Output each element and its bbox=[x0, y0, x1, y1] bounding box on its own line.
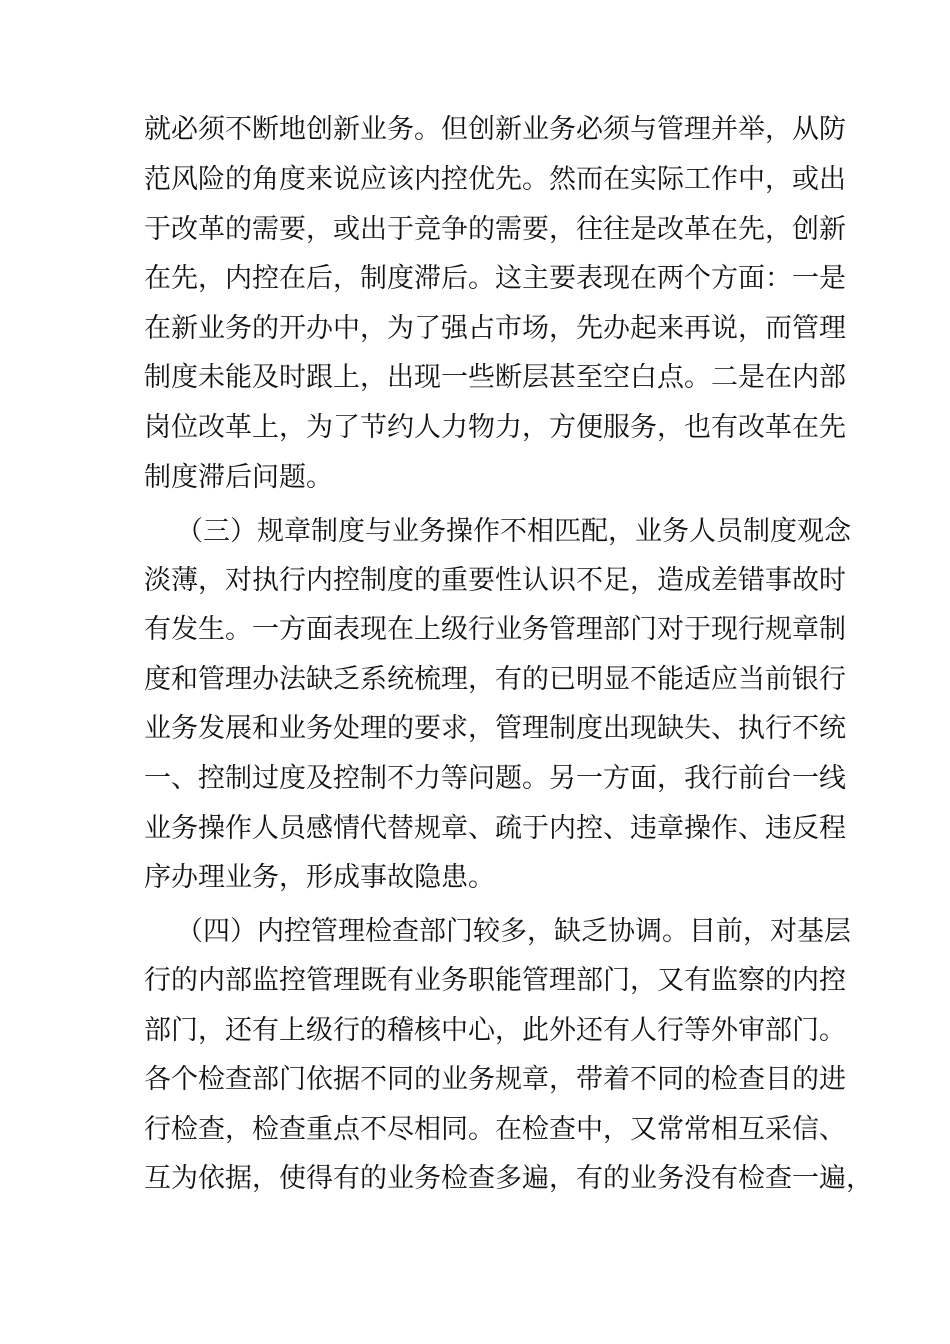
text-line: 互为依据，使得有的业务检查多遍，有的业务没有检查一遍， bbox=[144, 1163, 873, 1194]
text-line: 就必须不断地创新业务。但创新业务必须与管理并举，从防 bbox=[144, 114, 846, 145]
text-line: 行检查，检查重点不尽相同。在检查中，又常常相互采信、 bbox=[144, 1114, 846, 1145]
text-line: 业务操作人员感情代替规章、疏于内控、违章操作、违反程 bbox=[144, 813, 846, 844]
text-line: 业务发展和业务处理的要求，管理制度出现缺失、执行不统 bbox=[144, 713, 846, 744]
text-line: 各个检查部门依据不同的业务规章，带着不同的检查目的进 bbox=[144, 1064, 846, 1095]
text-line: 制度未能及时跟上，出现一些断层甚至空白点。二是在内部 bbox=[144, 362, 846, 393]
text-line: 淡薄，对执行内控制度的重要性认识不足，造成差错事故时 bbox=[144, 565, 846, 596]
text-line: 度和管理办法缺乏系统梳理，有的已明显不能适应当前银行 bbox=[144, 664, 846, 695]
text-line: 在新业务的开办中，为了强占市场，先办起来再说，而管理 bbox=[144, 313, 846, 344]
text-line: （四）内控管理检查部门较多，缺乏协调。目前，对基层 bbox=[176, 916, 851, 947]
text-line: 范风险的角度来说应该内控优先。然而在实际工作中，或出 bbox=[144, 164, 846, 195]
text-line: 岗位改革上，为了节约人力物力，方便服务，也有改革在先 bbox=[144, 412, 846, 443]
text-line: 在先，内控在后，制度滞后。这主要表现在两个方面：一是 bbox=[144, 263, 846, 294]
text-line: （三）规章制度与业务操作不相匹配，业务人员制度观念 bbox=[176, 516, 851, 547]
text-line: 制度滞后问题。 bbox=[144, 462, 333, 493]
text-line: 于改革的需要，或出于竞争的需要，往往是改革在先，创新 bbox=[144, 214, 846, 245]
text-line: 序办理业务，形成事故隐患。 bbox=[144, 862, 495, 893]
text-line: 一、控制过度及控制不力等问题。另一方面，我行前台一线 bbox=[144, 763, 846, 794]
text-line: 行的内部监控管理既有业务职能管理部门，又有监察的内控 bbox=[144, 965, 846, 996]
text-line: 有发生。一方面表现在上级行业务管理部门对于现行规章制 bbox=[144, 614, 846, 645]
text-line: 部门，还有上级行的稽核中心，此外还有人行等外审部门。 bbox=[144, 1015, 846, 1046]
